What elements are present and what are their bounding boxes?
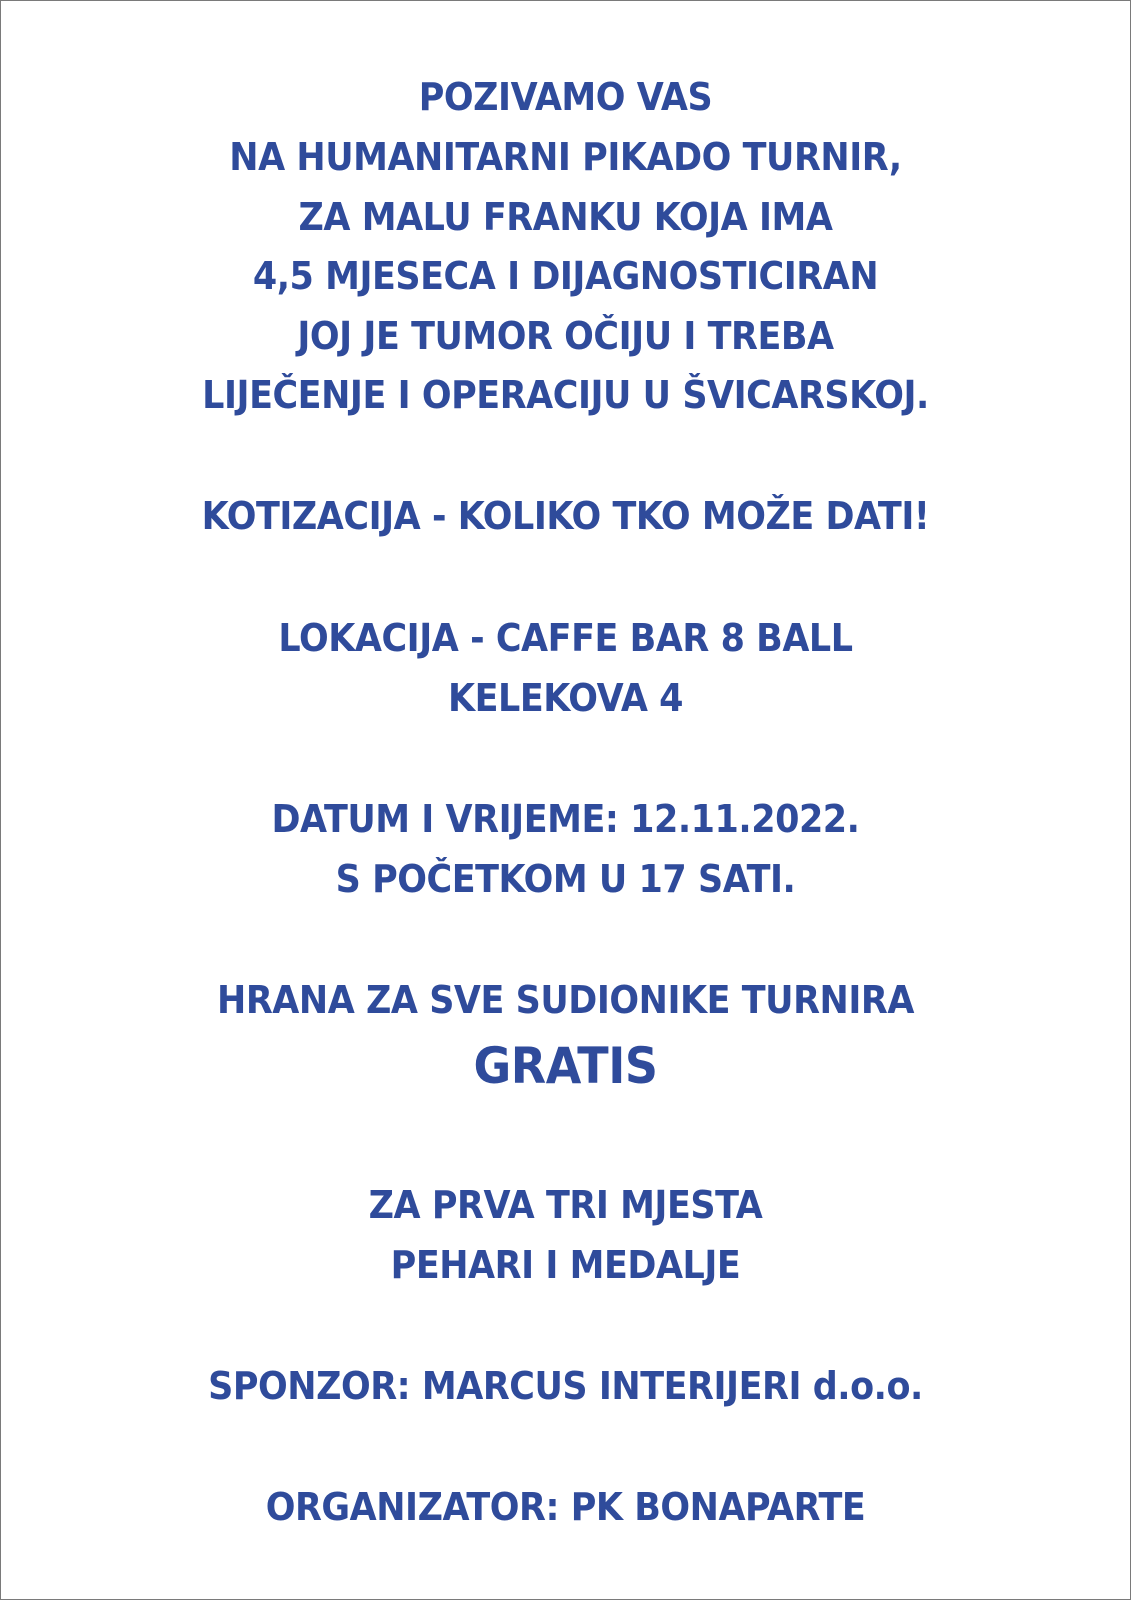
prizes-line-2: PEHARI I MEDALJE (390, 1243, 741, 1287)
datetime-line-2: S POČETKOM U 17 SATI. (335, 857, 796, 901)
invitation-line-5: JOJ JE TUMOR OČIJU I TREBA (297, 314, 834, 358)
datetime-line-1: DATUM I VRIJEME: 12.11.2022. (271, 797, 860, 841)
invitation-line-1: POZIVAMO VAS (418, 75, 713, 119)
fee-text: KOTIZACIJA - KOLIKO TKO MOŽE DATI! (201, 494, 930, 538)
sponsor-text: SPONZOR: MARCUS INTERIJERI d.o.o. (208, 1364, 923, 1408)
location-line-2: KELEKOVA 4 (447, 676, 684, 720)
invitation-line-2: NA HUMANITARNI PIKADO TURNIR, (229, 135, 902, 179)
invitation-line-6: LIJEČENJE I OPERACIJU U ŠVICARSKOJ. (202, 373, 929, 417)
organizer-text: ORGANIZATOR: PK BONAPARTE (265, 1485, 866, 1529)
invitation-line-4: 4,5 MJESECA I DIJAGNOSTICIRAN (252, 254, 879, 298)
food-line-1: HRANA ZA SVE SUDIONIKE TURNIRA (217, 978, 914, 1022)
location-line-1: LOKACIJA - CAFFE BAR 8 BALL (278, 616, 853, 660)
prizes-line-1: ZA PRVA TRI MJESTA (368, 1183, 763, 1227)
food-gratis: GRATIS (473, 1037, 658, 1095)
invitation-line-3: ZA MALU FRANKU KOJA IMA (298, 195, 833, 239)
